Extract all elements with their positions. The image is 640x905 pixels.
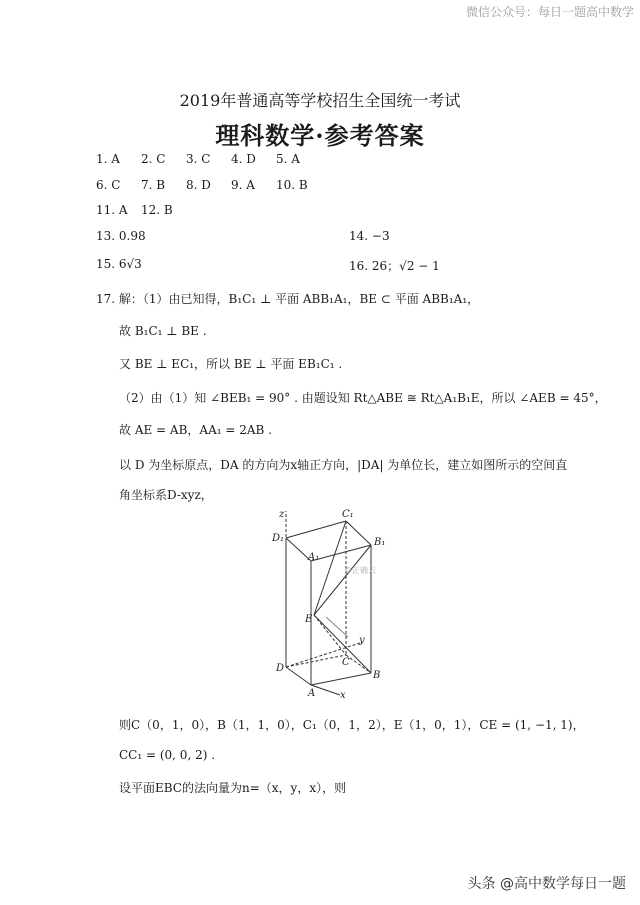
label-e: E: [305, 614, 313, 625]
answer-8: 8. D: [186, 178, 211, 192]
answer-5: 5. A: [276, 152, 300, 166]
solution-line-6: 以 D 为坐标原点，DA 的方向为x轴正方向，|DA| 为单位长，建立如图所示的空间直: [119, 458, 568, 472]
edge-c-b: [346, 655, 371, 673]
solution-line-3: 又 BE ⊥ EC₁，所以 BE ⊥ 平面 EB₁C₁ .: [119, 357, 343, 371]
edge-d1-c1: [286, 521, 346, 538]
label-d1: D₁: [272, 533, 285, 544]
solution-line-4: （2）由（1）知 ∠BEB₁ = 90° . 由题设知 Rt△ABE ≅ Rt△A₁B₁E，所以 ∠AEB = 45°，: [119, 391, 607, 405]
solution-line-5: 故 AE = AB，AA₁ = 2AB .: [119, 423, 272, 437]
label-c1: C₁: [342, 509, 354, 520]
label-c: C: [342, 657, 350, 668]
segment-e-b1: [314, 545, 371, 615]
answer-6: 6. C: [96, 178, 121, 192]
answer-13: 13. 0.98: [96, 229, 146, 243]
watermark-text: 微信公众号：每日一题高中数学: [465, 5, 634, 19]
solution-line-2: 故 B₁C₁ ⊥ BE .: [119, 324, 207, 338]
label-d: D: [276, 663, 285, 674]
edge-c1-b1: [346, 521, 371, 545]
footer-brand: 头条 @高中数学每日一题: [467, 876, 626, 892]
label-b: B: [373, 670, 381, 681]
choice-row-2: [96, 178, 321, 192]
edge-a-b: [311, 673, 371, 685]
answer-2: 2. C: [141, 152, 166, 166]
figure-stamp: ©正确云: [344, 566, 376, 575]
label-a1: A₁: [308, 552, 320, 563]
hint-line: [326, 617, 348, 637]
answer-15: 15. 6√3: [96, 257, 142, 271]
label-a: A: [308, 688, 316, 699]
answer-3: 3. C: [186, 152, 211, 166]
answer-7: 7. B: [141, 178, 166, 192]
choice-row-1: [96, 152, 321, 166]
edge-d-a: [286, 667, 311, 685]
answer-4: 4. D: [231, 152, 256, 166]
prism-figure: [268, 505, 398, 700]
edge-a1-b1: [311, 545, 371, 561]
answer-11: 11. A: [96, 203, 128, 217]
answer-12: 12. B: [141, 203, 173, 217]
solution-line-7: 角坐标系D-xyz，: [119, 488, 213, 502]
label-x: x: [340, 690, 346, 700]
solution-line-1: 17. 解：（1）由已知得，B₁C₁ ⊥ 平面 ABB₁A₁，BE ⊂ 平面 ABB₁A₁，: [96, 292, 480, 306]
answer-10: 10. B: [276, 178, 308, 192]
axis-x: [311, 685, 340, 695]
answer-9: 9. A: [231, 178, 255, 192]
label-b1: B₁: [374, 537, 386, 548]
answer-16: 16. 26；√2 − 1: [349, 259, 440, 273]
solution-line-8: 则C（0，1，0），B（1，1，0），C₁（0，1，2），E（1，0，1），CE = (1, −1, 1)，: [119, 718, 585, 732]
label-y: y: [359, 635, 365, 646]
choice-row-3: [96, 203, 186, 217]
document-title: 理科数学·参考答案: [215, 121, 425, 150]
solution-line-9: CC₁ = (0, 0, 2) .: [119, 748, 216, 762]
solution-line-10: 设平面EBC的法向量为n=（x，y，x），则: [119, 781, 347, 795]
label-z: z: [279, 509, 285, 520]
segment-e-c1: [314, 521, 346, 615]
answer-1: 1. A: [96, 152, 120, 166]
answer-14: 14. −3: [349, 229, 390, 243]
exam-title: 2019年普通高等学校招生全国统一考试: [179, 91, 461, 110]
